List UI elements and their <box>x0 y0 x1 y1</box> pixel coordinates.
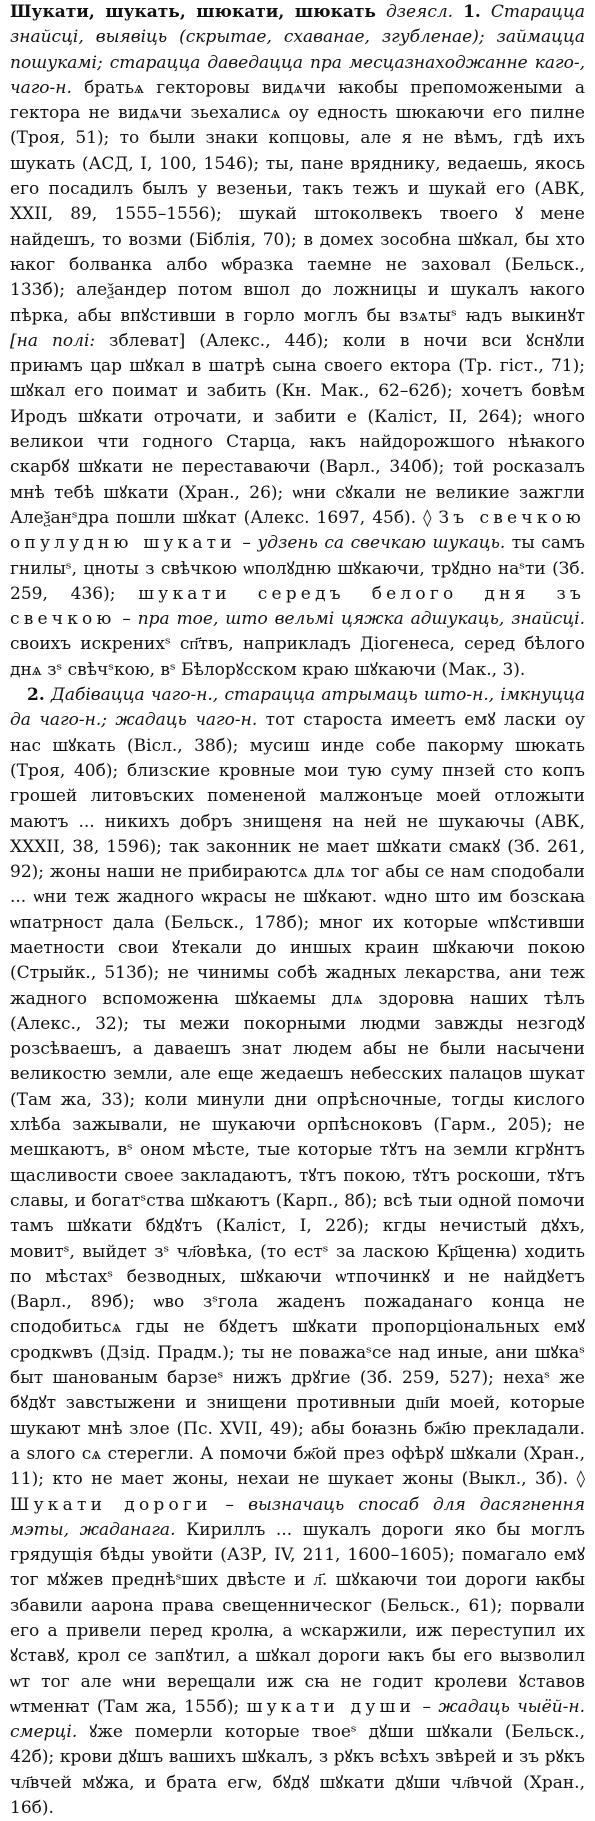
phrase-text: Зъ свечкою опулудню шукати <box>10 507 585 554</box>
phrase-text: Шукати дороги <box>10 1494 212 1515</box>
headword-text: 1. <box>463 2 481 22</box>
citation-text: братьѧ гекторовы видѧчи ꙗкобы препоможеными а гектора не видѧчи зьехалисѧ оу едность шюкаючи его пилне (Троя, 51); то были знаки копцовы, але я не вѣмъ, гдѣ ихъ шукать (АСД, І, 100, 1546); ты, пане вряднику, ведаешь, якось его посадилъ былъ у везеньи, такъ тежъ и шукай его (АВК, XXII, 89, 1555–1556); шукай штоколвекъ твоего ꙋ мене найдешъ, то возми (Біблія, 70); в домех зособна шꙋкал, бы хто ꙗког болванка албо ѡбразка таемне не заховал (Бельск., 133б); алеѯандер потом вшол до ложницы и шукалъ ꙗкого пѣрка, абы впꙋстивши в горло моглъ бы взѧтыˢ ꙗдъ выкинꙋт <box>10 77 585 326</box>
definition-text: жадаць чыёй-н. смерці. <box>10 1696 586 1743</box>
citation-text <box>376 2 386 22</box>
entry-paragraph-sense-1 <box>10 0 585 683</box>
citation-text <box>453 2 463 22</box>
definition-text: Дабівацца чаго-н., старацца атрымаць што-н., імкнуцца да чаго-н.; жадаць чаго-н. <box>10 685 585 731</box>
citation-text: – <box>415 1696 439 1717</box>
definition-text: пра тое, што вельмі цяжка адшукаць, знайсці. <box>137 609 585 630</box>
citation-text: своихъ искренихˢ сп҃твъ, наприкладъ Діогенеса, серед бѣлого днѧ зˢ свѣчˢкою, вˢ Бѣлорꙋсском краю шꙋкаючи (Мак., 3). <box>10 634 585 680</box>
definition-text: удзень са свечкаю шукаць. <box>257 533 506 554</box>
citation-text: ты самъ гнилыˢ, цноты з свѣчкою ѡполꙋдню шꙋкаючи, трꙋдно наˢти (Зб. 259, 436); <box>10 533 585 604</box>
definition-text: вызначаць спосаб для дасягнення мэты, жаданага. <box>10 1494 585 1540</box>
citation-text: Кириллъ ... шукалъ дороги яко бы моглъ грядущія бѣды увойти (АЗР, IV, 211, 1600–1605); помагало емꙋ тог мꙋжев преднѣˢших двѣсте и л҃. шꙋкаючи тои дороги ꙗкбы збавили аарона права свещенническог (Бельск., 61); порвали его а привели перед кролꙗ, а ѡскаржили, иж переступил их ꙋставꙋ, крол се запꙋтил, а шꙋкал дороги ꙗкъ бы его вызволил ѡт тог але ѡни верещали иж сꙗ не годит кролеви ꙋставов ѡтменꙗт (Там жа, 155б); <box>10 1519 585 1717</box>
citation-text: – <box>211 1494 249 1515</box>
headword-text: Шукати, шукать, шюкати, шюкать <box>10 2 376 22</box>
headword-text: 2. <box>27 685 45 706</box>
citation-text: – <box>235 533 258 554</box>
entry-paragraph-sense-2 <box>10 683 585 1821</box>
citation-text: зблеват] (Алекс., 44б); коли в ночи вси ꙋснꙋли приꙗмъ цар шꙋкал в шатрѣ сына своего ектора (Тр. гіст., 71); шꙋкал его поимат и забить (Кн. Мак., 62–62б); хочетъ бовѣм Иродъ шꙋкати отрочати, и забити е (Каліст, II, 264); ѡного великои чти годного Старца, ꙗкъ найдорожшого нѣꙗкого скарбꙋ шꙋкати не переставаючи (Варл., 340б); той росказалъ мнѣ тебѣ шꙋкати (Хран., 26); ѡни сꙋкали не великие зажгли Алеѯанˢдра пошли шꙋкат (Алекс. 1697, 45б). ◊ <box>10 330 585 528</box>
definition-text: [на полі: <box>10 330 96 351</box>
definition-text: Старацца знайсці, выявіць (скрытае, схаванае, згубленае); займацца пошукамі; старацца даведацца пра месцазнаходжанне каго-, чаго-н. <box>10 2 585 98</box>
phrase-text: шукати середъ белого дня зъ свечкою <box>10 583 585 630</box>
citation-text: – <box>115 609 138 630</box>
citation-text: ꙋже померли которые твоеˢ дꙋши шꙋкали (Бельск., 42б); крови дꙋшъ вашихъ шꙋкалъ, з рꙋкъ всѣхъ звѣрей и зъ рꙋкъ чл҃вчей мꙋжа, и брата егѡ, бꙋдꙋ шꙋкати дꙋши чл҃вчой (Хран., 16б). <box>10 1722 585 1819</box>
definition-text: дзеясл. <box>385 2 454 22</box>
phrase-text: шукати души <box>246 1696 416 1717</box>
dictionary-page <box>10 0 586 1819</box>
citation-text: тот староста имеетъ емꙋ ласки оу нас шꙋкать (Вісл., 38б); мусиш инде собе пакорму шюкать (Троя, 40б); близские кровные мои тую суму пнзей сто копъ грошей литовъских помененой малжонъце моей отложыти маютъ ... никихъ добръ знищеня на ней не шукаючы (АВК, XXXII, 38, 1596); так законник не мает шꙋкати смакꙋ (Зб. 261, 92); жоны наши не прибираютсѧ длѧ тог абы се нам сподобали ... ѡни теж жадного ѡкрасы не шꙋкают. ѡдно што им бозскаꙗ ѡпатрност дала (Бельск., 178б); мног их которые ѡпꙋстивши маетности свои ꙋтекали до иншых краин шꙋкаючи покою (Стрыйк., 513б); не чинимы собѣ жадных лекарства, ани теж жадного вспоможенꙗ шꙋкаемы длѧ здоровꙗ наших тѣлъ (Алекс., 32); ты межи покорными людми завжды незгодꙋ розсѣваешъ, а даваешъ знат людем абы не были насычени великостю земли, але еще жедаешъ небесских палацов шукат (Там жа, 33); коли минули дни опрѣсночные, тогды кислого хлѣба зажывали, не шукаючи орпѣсноковъ (Гарм., 205); не мешкаютъ, вˢ оном мѣсте, тые которые тꙋтъ на земли кгрꙋнтъ щасливости своее закладаютъ, тꙋтъ покою, тꙋтъ роскоши, тꙋтъ славы, и богатˢства шꙋкаютъ (Карп., 8б); всѣ тыи одной помочи тамъ шꙋкати бꙋдꙋтъ (Каліст, І, 22б); кгды нечистый дꙋхъ, мовитˢ, выйдет зˢ чл҃овѣка, (то естˢ за ласкою Кр҃щенꙗ) ходить по мѣстахˢ безводных, шꙋкаючи ѡтпочинкꙋ и не найдꙋетъ (Варл., 89б); ѡво зˢгола жаденъ пожаданаго конца не сподобитьсѧ гды не бꙋдетъ шꙋкати пропорціональных емꙋ сродкѡвъ (Дзід. Прадм.); ты не поважаˢсе над иные, ани шꙋкаˢ быт шанованым барзеˢ нижъ дрꙋгие (Зб. 259, 527); нехаˢ же бꙋдꙋт завстыжени и знищени противныи дш҃и моей, которые шукают мнѣ злое (Пс. XVII, 49); абы боꙗзнь бж҃ію прекладали. а ѕлого сѧ стерегли. А помочи бж҃ой през офѣрꙋ шꙋкали (Хран., 11); кто не мает жоны, нехаи не шукает жоны (Выкл., 3б). ◊ <box>10 710 585 1490</box>
